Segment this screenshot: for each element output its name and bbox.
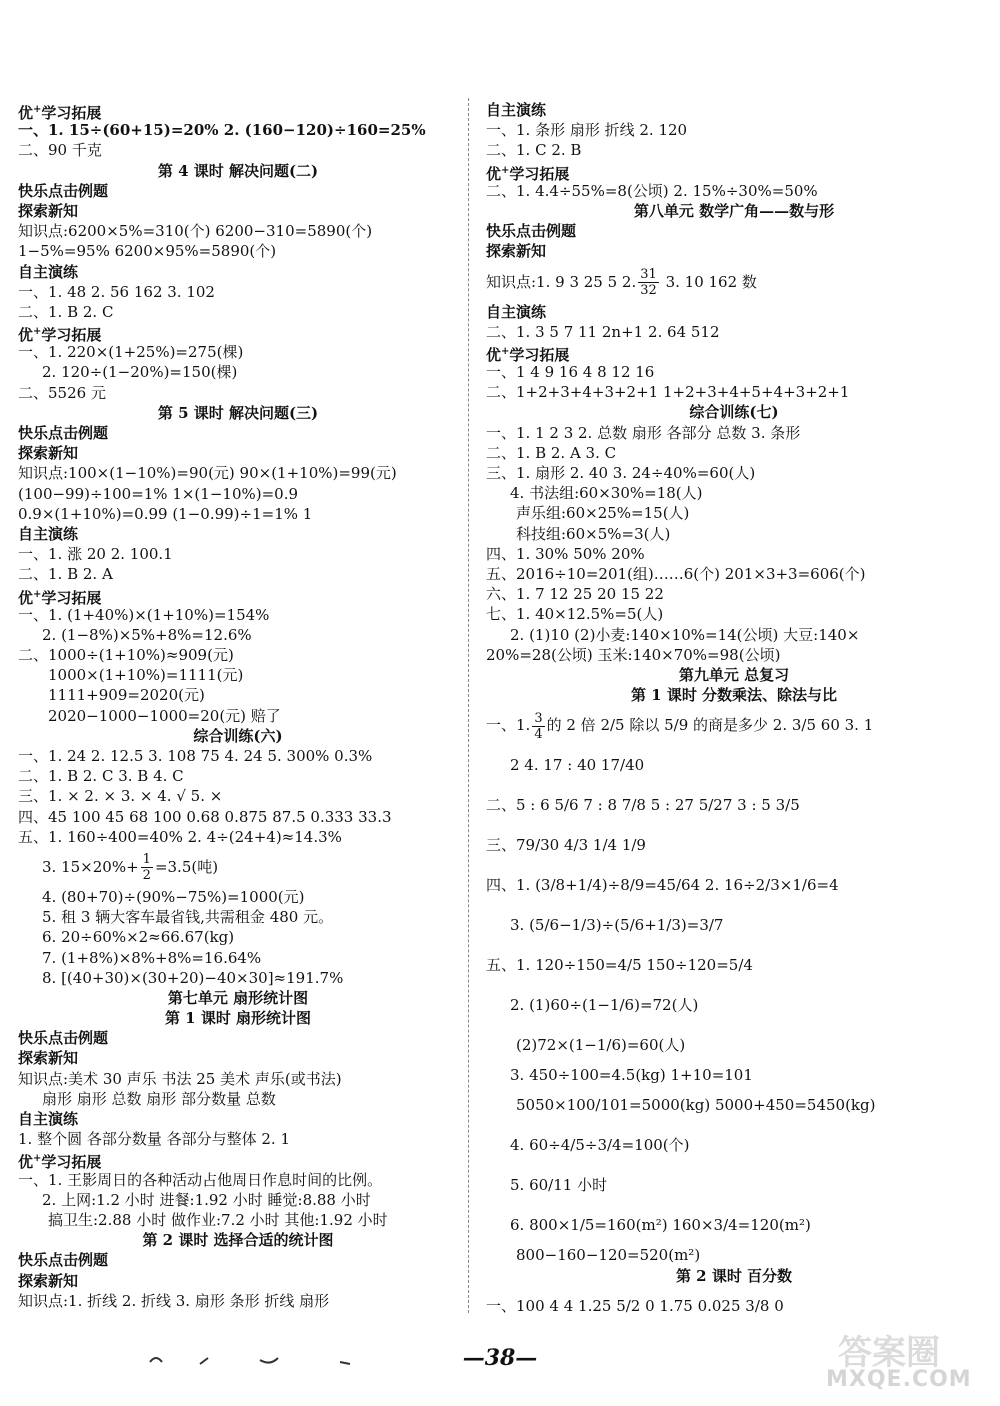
answer-text: 5050×100/101=5000(kg) 5000+450=5450(kg) [516,1096,876,1115]
answer-line [18,463,458,483]
fraction-numerator: 3 [534,710,543,726]
answer-line [486,945,982,985]
answer-line [18,1149,458,1172]
answer-line [486,503,982,523]
answer-line [486,1165,982,1205]
answer-text: 第九单元 总复习 [678,665,790,684]
superscript-plus: + [33,1153,42,1165]
answer-line [18,423,458,443]
answer-text: 快乐点击例题 [486,222,577,241]
answer-line [486,544,982,564]
answer-line [486,161,982,181]
page-number: —38— [462,1345,538,1371]
answer-text: 三、79/30 4/3 1/4 1/9 [486,836,646,855]
answer-line [18,1271,458,1291]
answer-line [18,1129,458,1149]
answer-text: 2. (1−8%)×5%+8%=12.6% [42,625,252,644]
answer-text: 一、1. 王影周日的各种活动占他周日作息时间的比例。 [18,1170,383,1189]
answer-line [18,665,458,685]
answer-text: 探索新知 [486,242,547,261]
answer-line [486,241,982,261]
answer-line [18,100,458,120]
answer-line [18,645,458,665]
answer-text: 2. 上网:1.2 小时 进餐:1.92 小时 睡觉:8.88 小时 [42,1190,371,1209]
answer-line [486,322,982,342]
answer-text: 二、1. B 2. A 3. C [486,443,617,462]
answer-text: 快乐点击例题 [18,181,109,200]
column-divider [468,98,469,1313]
answer-line [18,1069,458,1089]
answer-text: 第 5 课时 解决问题(三) [157,403,319,422]
answer-line [486,1205,982,1245]
fraction-denominator: 4 [534,726,543,742]
fraction-denominator: 2 [142,868,151,884]
answer-line [18,484,458,504]
answer-line [18,120,458,140]
answer-text: 3. (5/6−1/3)÷(5/6+1/3)=3/7 [510,916,724,935]
answer-text: 快乐点击例题 [18,1251,109,1270]
answer-text: 综合训练(六) [193,726,283,745]
answer-text-cont: =3.5(吨) [154,857,219,876]
answer-text: 综合训练(七) [689,403,779,422]
superscript-plus: + [33,104,42,115]
answer-text: 第 2 课时 选择合适的统计图 [142,1231,334,1250]
answer-line [18,605,458,625]
answer-line [486,625,982,645]
answer-line [486,463,982,483]
answer-line [18,524,458,544]
answer-line [486,423,982,443]
answer-text: 1. 整个圆 各部分数量 各部分与整体 2. 1 [18,1130,291,1149]
answer-text: 二、90 千克 [18,141,102,160]
answer-line [486,705,982,745]
answer-line [486,825,982,865]
superscript-plus: + [33,326,42,338]
answer-line [486,1286,982,1326]
answer-text-cont: 学习拓展 [509,345,570,364]
answer-text: 第七单元 扇形统计图 [167,988,309,1007]
answer-line [18,907,458,927]
answer-line [18,1109,458,1129]
superscript-plus: + [501,164,510,176]
answer-line [18,685,458,705]
answer-line [18,282,458,302]
answer-text: 快乐点击例题 [18,1029,109,1048]
answer-line [18,262,458,282]
answer-line [18,1048,458,1068]
answer-text: 优 [486,345,502,364]
answer-line [18,1250,458,1270]
answer-line [486,1085,982,1125]
answer-line [18,827,458,847]
answer-text-cont: 学习拓展 [509,164,570,183]
answer-line [486,382,982,402]
answer-text: 第 1 课时 分数乘法、除法与比 [630,686,838,705]
watermark-logo: 答案圈 [838,1333,940,1373]
answer-text: 三、1. 扇形 2. 40 3. 24÷40%=60(人) [486,464,756,482]
answer-line [18,221,458,241]
answer-text: 六、1. 7 12 25 20 15 22 [486,585,664,604]
answer-text: 四、1. (3/8+1/4)÷8/9=45/64 2. 16÷2/3×1/6=4 [486,876,839,895]
answer-text: 优 [486,164,502,183]
answer-line [18,544,458,564]
answer-text: 二、1. 4.4÷55%=8(公顷) 2. 15%÷30%=50% [486,181,818,200]
answer-text: 知识点:1. 折线 2. 折线 3. 扇形 条形 折线 扇形 [18,1291,330,1310]
answer-text: 二、5 : 6 5/6 7 : 8 7/8 5 : 27 5/27 3 : 5 3/5 [486,796,800,815]
answer-text: 自主演练 [18,524,79,543]
answer-line [18,443,458,463]
answer-text: 探索新知 [18,1271,79,1290]
fraction [141,852,153,883]
fraction-numerator: 31 [640,267,657,282]
answer-text: 四、45 100 45 68 100 0.68 0.875 87.5 0.333 33.3 [18,807,392,826]
answer-text: 6. 800×1/5=160(m²) 160×3/4=120(m²) [510,1216,811,1235]
answer-line [18,706,458,726]
answer-line [18,161,458,181]
answer-text: 5. 租 3 辆大客车最省钱,共需租金 480 元。 [42,908,334,927]
answer-line [486,785,982,825]
answer-text: 快乐点击例题 [18,424,109,442]
answer-text: 第 4 课时 解决问题(二) [157,161,319,180]
answer-text: 一、1. 220×(1+25%)=275(棵) [18,343,244,362]
answer-text: 二、1. B 2. C 3. B 4. C [18,767,184,786]
answer-line [18,746,458,766]
answer-text: 一、1. 涨 20 2. 100.1 [18,545,173,564]
answer-text: 知识点:100×(1−10%)=90(元) 90×(1+10%)=99(元) [18,464,397,483]
answer-line [18,322,458,345]
answer-line [18,383,458,403]
answer-line [18,140,458,160]
answer-text: 科技组:60×5%=3(人) [516,524,671,543]
answer-line [18,807,458,827]
answer-line [18,847,458,887]
answer-text: 优 [18,1153,34,1172]
answer-text: 二、1000÷(1+10%)≈909(元) [18,646,234,665]
answer-text-cont: 的 2 倍 2/5 除以 5/9 的商是多少 2. 3/5 60 3. 1 [546,716,874,735]
answer-text: 一、1 4 9 16 4 8 12 16 [486,363,655,382]
answer-text-cont: 学习拓展 [41,1153,102,1172]
answer-line [18,887,458,907]
answer-line [486,564,982,584]
answer-text: 自主演练 [18,262,79,281]
answer-text: 知识点:美术 30 声乐 书法 25 美术 声乐(或书法) [18,1069,342,1088]
answer-line [18,1230,458,1250]
answer-line [486,1125,982,1165]
answer-text: 搞卫生:2.88 小时 做作业:7.2 小时 其他:1.92 小时 [48,1210,388,1229]
answer-line [18,201,458,221]
answer-text-cont: 3. 10 162 数 [660,272,757,291]
answer-text: 2 4. 17 : 40 17/40 [510,756,645,775]
answer-text: 1000×(1+10%)=1111(元) [48,666,244,685]
answer-line [486,645,982,665]
answer-text: 一、1. 条形 扇形 折线 2. 120 [486,121,688,140]
answer-text: 一、100 4 4 1.25 5/2 0 1.75 0.025 3/8 0 [486,1296,784,1315]
answer-text: 二、1. C 2. B [486,141,582,160]
answer-text: 8. [(40+30)×(30+20)−40×30]≈191.7% [42,968,344,987]
answer-line [486,120,982,140]
answer-line [486,985,982,1025]
answer-line [18,726,458,746]
answer-line [486,604,982,624]
answer-text: 4. (80+70)÷(90%−75%)=1000(元) [42,887,305,906]
answer-line [486,745,982,785]
answer-text: 探索新知 [18,1049,79,1068]
answer-line [486,402,982,422]
answer-text: 一、1. (1+40%)×(1+10%)=154% [18,605,270,624]
answer-line [18,1170,458,1190]
answer-text: 二、1+2+3+4+3+2+1 1+2+3+4+5+4+3+2+1 [486,383,850,402]
answer-line [18,504,458,524]
answer-text: 扇形 扇形 总数 扇形 部分数量 总数 [42,1089,276,1108]
answer-text: 2. 120÷(1−20%)=150(棵) [42,363,238,382]
answer-line [486,1266,982,1286]
answer-line [18,1291,458,1311]
answer-text-cont: 学习拓展 [41,104,102,122]
answer-text: 四、1. 30% 50% 20% [486,544,645,563]
answer-line [18,585,458,605]
answer-line [18,948,458,968]
answer-line [18,564,458,584]
answer-line [486,342,982,362]
answer-text: 800−160−120=520(m²) [516,1246,701,1265]
answer-text: 第八单元 数学广角——数与形 [633,201,835,220]
watermark-text: MXQE.COM [826,1367,972,1392]
answer-line [18,181,458,201]
answer-text-cont: 学习拓展 [41,326,102,345]
answer-text: 第 2 课时 百分数 [675,1266,793,1285]
answer-text: 探索新知 [18,444,79,463]
answer-text: 第 1 课时 扇形统计图 [164,1009,312,1028]
answer-line [486,443,982,463]
answer-line [486,262,982,302]
answer-text: 自主演练 [486,302,547,321]
answer-text: 4. 60÷4/5÷3/4=100(个) [510,1136,690,1155]
answer-text: 二、1. B 2. A [18,565,113,584]
answer-line [486,865,982,905]
answer-text: 探索新知 [18,201,79,220]
fraction [532,711,544,742]
answer-text: 知识点:6200×5%=310(个) 6200−310=5890(个) [18,222,373,241]
answer-text: 1111+909=2020(元) [48,686,205,705]
answer-text: 2020−1000−1000=20(元) 赔了 [48,706,281,725]
answer-text: 2. (1)60÷(1−1/6)=72(人) [510,996,699,1015]
answer-line [18,927,458,947]
answer-text: 五、1. 160÷400=40% 2. 4÷(24+4)≈14.3% [18,827,342,846]
answer-text: 一、1. [486,716,531,735]
answer-text: 优 [18,326,34,345]
answer-text: 6. 20÷60%×2≈66.67(kg) [42,928,235,947]
answer-line [18,362,458,382]
answer-line [18,342,458,362]
answer-line [18,766,458,786]
answer-text: 一、1. 24 2. 12.5 3. 108 75 4. 24 5. 300% 0.3% [18,747,373,765]
answer-line [486,181,982,201]
site-watermark [818,1325,994,1393]
answer-text-cont: 学习拓展 [41,588,102,607]
answer-line [18,988,458,1008]
answer-text: 自主演练 [486,101,547,119]
answer-line [18,786,458,806]
answer-text: 五、1. 120÷150=4/5 150÷120=5/4 [486,956,753,975]
answer-line [18,1089,458,1109]
answer-text: 自主演练 [18,1110,79,1128]
answer-line [486,100,982,120]
answer-text: 0.9×(1+10%)=0.99 (1−0.99)÷1=1% 1 [18,504,313,523]
answer-line [18,1028,458,1048]
fraction [638,267,659,298]
answer-text: 五、2016÷10=201(组)……6(个) 201×3+3=606(个) [486,564,866,583]
answer-text: (2)72×(1−1/6)=60(人) [516,1036,686,1055]
answer-text: 3. 15×20%+ [42,857,139,876]
answer-text: 一、1. 1 2 3 2. 总数 扇形 各部分 总数 3. 条形 [486,423,801,442]
answer-text: 7. (1+8%)×8%+8%=16.64% [42,948,262,967]
answer-line [486,905,982,945]
answer-line [18,1210,458,1230]
answer-line [18,302,458,322]
answer-line [486,362,982,382]
answer-column-left [18,100,458,1311]
answer-text: 4. 书法组:60×30%=18(人) [510,484,703,503]
answer-line [486,1245,982,1265]
answer-line [18,625,458,645]
answer-text: 知识点:1. 9 3 25 5 2. [486,272,637,291]
answer-text: 三、1. × 2. × 3. × 4. √ 5. × [18,787,223,806]
answer-line [486,665,982,685]
answer-line [486,1065,982,1085]
answer-text: 二、5526 元 [18,383,106,402]
answer-text: 二、1. 3 5 7 11 2n+1 2. 64 512 [486,322,720,341]
answer-text: 优 [18,588,34,607]
answer-line [486,140,982,160]
answer-line [486,302,982,322]
fraction-numerator: 1 [142,852,151,868]
answer-line [486,524,982,544]
answer-line [486,584,982,604]
answer-text: 1−5%=95% 6200×95%=5890(个) [18,242,277,261]
answer-text: 优 [18,104,34,122]
answer-line [486,201,982,221]
answer-line [486,1025,982,1065]
answer-line [18,1008,458,1028]
answer-line [486,685,982,705]
answer-text: 3. 450÷100=4.5(kg) 1+10=101 [510,1066,753,1085]
answer-line [18,1190,458,1210]
answer-text: 2. (1)10 (2)小麦:140×10%=14(公顷) 大豆:140× [510,625,860,644]
answer-line [486,221,982,241]
answer-line [486,483,982,503]
answer-text: 20%=28(公顷) 玉米:140×70%=98(公顷) [486,645,781,664]
superscript-plus: + [33,588,42,600]
answer-text: 声乐组:60×25%=15(人) [516,504,690,523]
answer-text: (100−99)÷100=1% 1×(1−10%)=0.9 [18,484,299,503]
fraction-denominator: 32 [640,283,657,298]
answer-column-right [486,100,982,1326]
answer-line [18,403,458,423]
answer-text: 一、1. 48 2. 56 162 3. 102 [18,282,215,301]
answer-text: 一、1. 15÷(60+15)=20% 2. (160−120)÷160=25% [18,121,426,140]
answer-line [18,241,458,261]
answer-text: 5. 60/11 小时 [510,1176,608,1195]
superscript-plus: + [501,345,510,357]
answer-line [18,968,458,988]
answer-text: 二、1. B 2. C [18,302,114,321]
answer-text: 七、1. 40×12.5%=5(人) [486,605,664,624]
